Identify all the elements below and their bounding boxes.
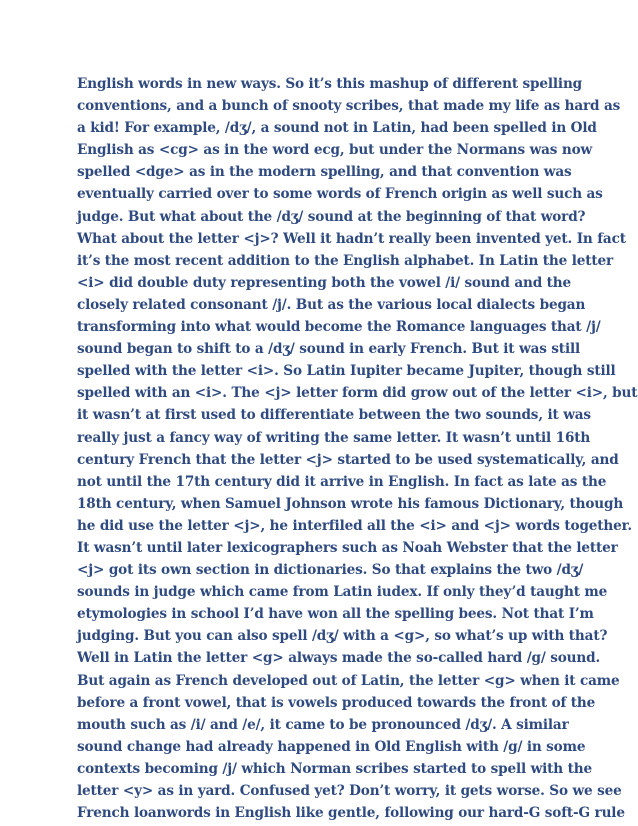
text-line: mouth such as /i/ and /e/, it came to be pronounced /dʒ/. A similar (77, 716, 569, 733)
text-line: eventually carried over to some words of French origin as well such as (77, 186, 603, 203)
text-line: not until the 17th century did it arrive in English. In fact as late as the (77, 473, 607, 490)
text-line: spelled with an <i>. The <j> letter form did grow out of the letter <i>, but (77, 385, 638, 402)
text-line: conventions, and a bunch of snooty scribes, that made my life as hard as (77, 98, 621, 115)
text-line: it’s the most recent addition to the English alphabet. In Latin the letter (77, 252, 614, 269)
text-line: <i> did double duty representing both the vowel /i/ sound and the (77, 274, 572, 291)
text-line: judge. But what about the /dʒ/ sound at the beginning of that word? (77, 208, 586, 225)
text-line: sound change had already happened in Old English with /g/ in some (77, 738, 586, 755)
text-line: before a front vowel, that is vowels produced towards the front of the (77, 694, 596, 711)
text-line: it wasn’t at first used to differentiate between the two sounds, it was (77, 407, 591, 424)
text-line: English words in new ways. So it’s this mashup of different spelling (77, 76, 583, 92)
text-line: etymologies in school I’d have won all the spelling bees. Not that I’m (77, 606, 594, 623)
text-line: It wasn’t until later lexicographers such as Noah Webster that the letter (77, 539, 618, 556)
text-line: closely related consonant /j/. But as the various local dialects began (77, 296, 586, 313)
text-line: judging. But you can also spell /dʒ/ with a <g>, so what’s up with that? (77, 628, 608, 645)
text-line: Well in Latin the letter <g> always made the so-called hard /g/ sound. (77, 650, 601, 667)
text-line: spelled with the letter <i>. So Latin Iupiter became Jupiter, though still (77, 363, 616, 380)
text-line: he did use the letter <j>, he interfiled all the <i> and <j> words together. (77, 517, 633, 534)
text-line: transforming into what would become the Romance languages that /j/ (77, 319, 601, 336)
text-line: a kid! For example, /dʒ/, a sound not in Latin, had been spelled in Old (77, 120, 597, 137)
text-line: But again as French developed out of Latin, the letter <g> when it came (77, 672, 620, 689)
text-line: sounds in judge which came from Latin iudex. If only they’d taught me (77, 584, 608, 601)
text-line: sound began to shift to a /dʒ/ sound in early French. But it was still (77, 341, 580, 358)
text-line: <j> got its own section in dictionaries. So that explains the two /dʒ/ (77, 562, 584, 579)
text-line: 18th century, when Samuel Johnson wrote his famous Dictionary, though (77, 495, 624, 512)
text-line: contexts becoming /j/ which Norman scribes started to spell with the (77, 760, 592, 777)
body-paragraph (77, 73, 638, 824)
text-line: century French that the letter <j> started to be used systematically, and (77, 451, 619, 468)
text-line: French loanwords in English like gentle, following our hard-G soft-G rule (77, 805, 625, 822)
text-line: spelled <dge> as in the modern spelling, and that convention was (77, 164, 572, 181)
text-line: English as <cg> as in the word ecg, but under the Normans was now (77, 142, 593, 159)
text-line: really just a fancy way of writing the same letter. It wasn’t until 16th (77, 429, 591, 446)
text-line: What about the letter <j>? Well it hadn’t really been invented yet. In fact (77, 230, 626, 247)
text-line: letter <y> as in yard. Confused yet? Don’t worry, it gets worse. So we see (77, 783, 622, 799)
